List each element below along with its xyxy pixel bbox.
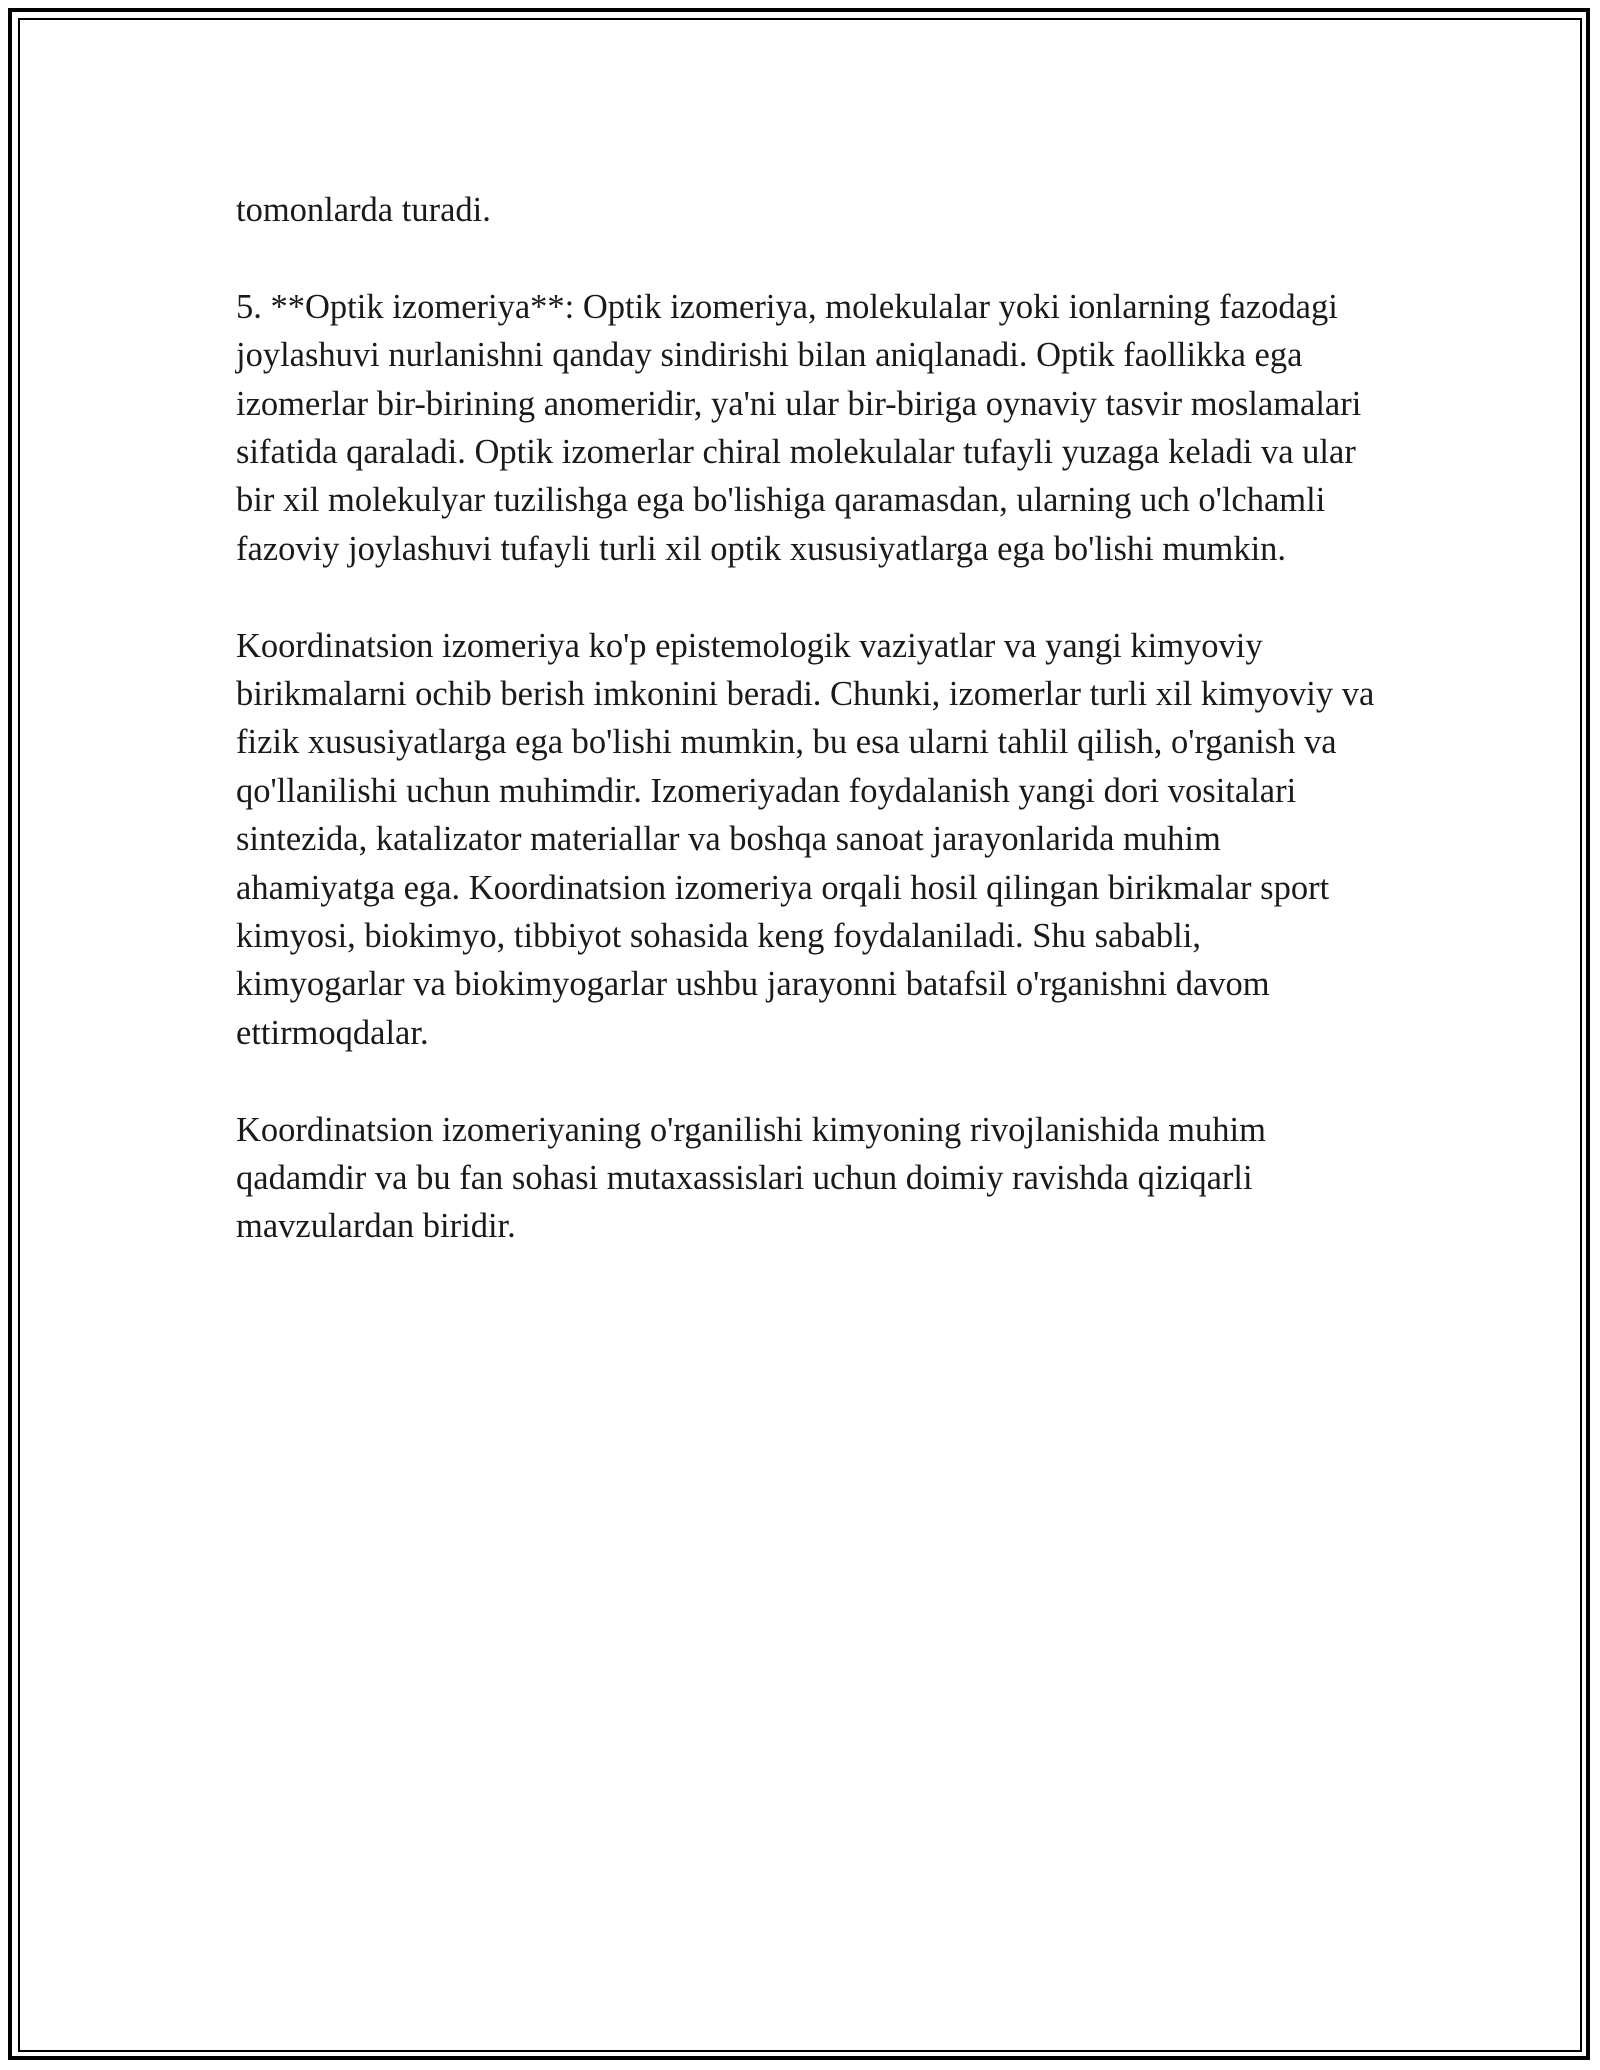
paragraph-conclusion: Koordinatsion izomeriyaning o'rganilishi kimyoning rivojlanishida muhim qadamdir va bu fan sohasi mutaxassislari uchun doimiy ravishda qiziqarli mavzulardan biridir. xyxy=(236,1110,1266,1246)
paragraph-continuation: tomonlarda turadi. xyxy=(236,191,491,229)
paragraph-coordination-isomerism: Koordinatsion izomeriya ko'p epistemologik vaziyatlar va yangi kimyoviy birikmalarni ochib berish imkonini beradi. Chunki, izomerlar turli xil kimyoviy va fizik xususiyatlarga ega bo'lishi mumkin, bu esa ularni tahlil qilish, o'rganish va qo'llanilishi uchun muhimdir. Izomeriyadan foydalanish yangi dori vositalari sintezida, katalizator materiallar va boshqa sanoat jarayonlarida muhim ahamiyatga ega. Koordinatsion izomeriya orqali hosil qilingan birikmalar sport kimyosi, biokimyo, tibbiyot sohasida keng foydalaniladi. Shu sababli, kimyogarlar va biokimyogarlar ushbu jarayonni batafsil o'rganishni davom ettirmoqdalar. xyxy=(236,626,1375,1052)
paragraph-optical-isomerism: 5. **Optik izomeriya**: Optik izomeriya, molekulalar yoki ionlarning fazodagi joylashuvi nurlanishni qanday sindirishi bilan aniqlanadi. Optik faollikka ega izomerlar bir-birining anomeridir, ya'ni ular bir-biriga oynaviy tasvir moslamalari sifatida qaraladi. Optik izomerlar chiral molekulalar tufayli yuzaga keladi va ular bir xil molekulyar tuzilishga ega bo'lishiga qaramasdan, ularning uch o'lchamli fazoviy joylashuvi tufayli turli xil optik xususiyatlarga ega bo'lishi mumkin. xyxy=(236,287,1362,568)
document-body xyxy=(236,186,1376,1299)
